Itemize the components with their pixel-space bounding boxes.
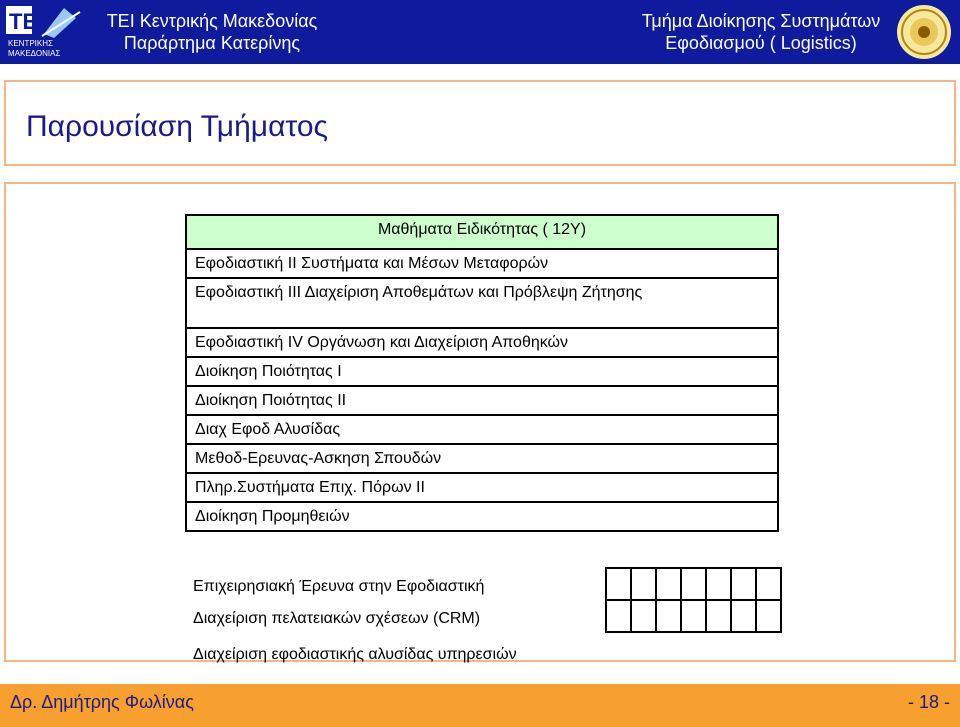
table-header-row	[186, 215, 778, 249]
course-name-overlay: Διαχείριση πελατειακών σχέσεων (CRM)	[193, 610, 481, 627]
header-department	[636, 10, 886, 54]
grid-cell	[656, 600, 681, 632]
table-row	[186, 444, 778, 473]
courses-table	[185, 214, 779, 532]
header-institution-line2: Παράρτημα Κατερίνης	[123, 33, 301, 53]
grid-cell	[756, 568, 781, 600]
grid-cell	[681, 568, 706, 600]
table-row	[186, 502, 778, 531]
course-name: Εφοδιαστική ΙΙ Συστήματα και Μέσων Μεταφορών	[186, 249, 778, 278]
table-row	[186, 473, 778, 502]
grid-cell	[731, 568, 756, 600]
course-name: Εφοδιαστική ΙV Οργάνωση και Διαχείριση Αποθηκών	[186, 328, 778, 357]
grid-cell	[681, 600, 706, 632]
grid-cell	[756, 600, 781, 632]
grid-cell	[631, 600, 656, 632]
course-name: Διοίκηση Ποιότητας ΙΙ	[186, 386, 778, 415]
grid-row	[606, 568, 781, 600]
grid-cell	[606, 568, 631, 600]
table-row	[186, 386, 778, 415]
title-box	[4, 80, 956, 166]
grid-cell	[731, 600, 756, 632]
course-name: Διαχ Εφοδ Αλυσίδας	[186, 415, 778, 444]
grid-cell	[706, 568, 731, 600]
course-name-overlay: Επιχειρησιακή Έρευνα στην Εφοδιαστική	[193, 578, 485, 595]
course-name: Διοίκηση Προμηθειών	[186, 502, 778, 531]
tei-logo-icon	[4, 4, 82, 60]
svg-text:TE: TE	[9, 9, 38, 34]
table-row	[186, 328, 778, 357]
grid-cell	[706, 600, 731, 632]
course-name: Εφοδιαστική ΙΙΙ Διαχείριση Αποθεμάτων και Πρόβλεψη Ζήτησης	[186, 278, 778, 328]
course-name-overlay: Διαχείριση εφοδιαστικής αλυσίδας υπηρεσιών	[193, 646, 517, 663]
header-institution	[92, 10, 332, 54]
table-row	[186, 249, 778, 278]
header-institution-line1: ΤΕΙ Κεντρικής Μακεδονίας	[106, 11, 318, 31]
table-row	[186, 415, 778, 444]
table-row	[186, 278, 778, 328]
footer-bar	[0, 684, 960, 727]
grid-cell	[631, 568, 656, 600]
university-seal-icon	[896, 4, 952, 60]
svg-text:ΜΑΚΕΔΟΝΙΑΣ: ΜΑΚΕΔΟΝΙΑΣ	[8, 49, 61, 58]
footer-author: Δρ. Δημήτρης Φωλίνας	[10, 692, 194, 712]
course-name: Μεθοδ-Ερευνας-Ασκηση Σπουδών	[186, 444, 778, 473]
grid-row	[606, 600, 781, 632]
page-title: Παρουσίαση Τμήματος	[26, 110, 328, 143]
header-bar	[0, 0, 960, 64]
table-heading: Μαθήματα Ειδικότητας ( 12Υ)	[186, 215, 778, 249]
header-department-line2: Εφοδιασμού ( Logistics)	[665, 33, 857, 53]
page-number: - 18 -	[907, 692, 950, 712]
table-row	[186, 357, 778, 386]
svg-text:ΚΕΝΤΡΙΚΗΣ: ΚΕΝΤΡΙΚΗΣ	[8, 39, 53, 48]
course-name: Διοίκηση Ποιότητας Ι	[186, 357, 778, 386]
empty-grid	[605, 567, 782, 633]
grid-cell	[606, 600, 631, 632]
header-department-line1: Τμήμα Διοίκησης Συστημάτων	[641, 11, 881, 31]
grid-cell	[656, 568, 681, 600]
course-name: Πληρ.Συστήματα Επιχ. Πόρων ΙΙ	[186, 473, 778, 502]
